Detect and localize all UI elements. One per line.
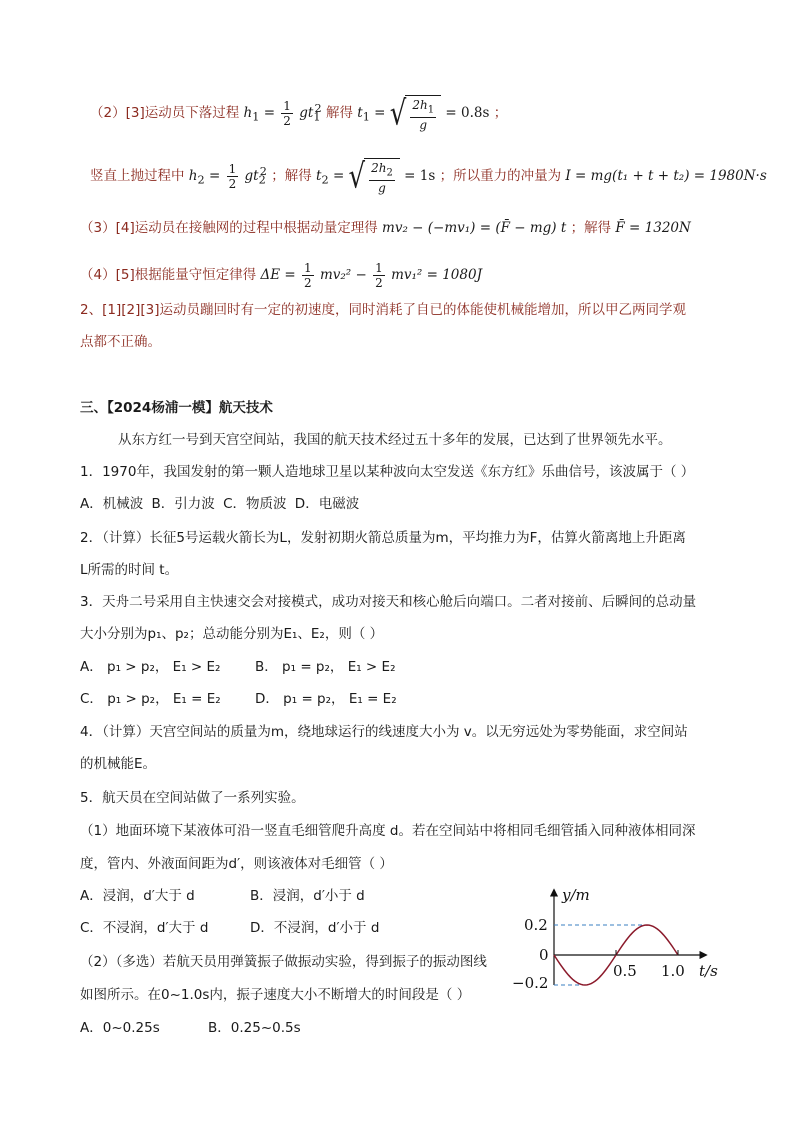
y-tick-top: 0.2 xyxy=(524,916,548,934)
question-3-line-2: 大小分别为p₁、p₂；总动能分别为E₁、E₂，则（ ） xyxy=(80,626,384,642)
solution-2-prefix: （2）[3]运动员下落过程 xyxy=(90,105,240,122)
y-axis-label: y/m xyxy=(562,886,590,904)
question-5-1-line-2: 度，管内、外液面间距为d′，则该液体对毛细管（ ） xyxy=(80,856,393,872)
sqrt-2h1-g: √ $\frac{2h_1}{g}$ xyxy=(390,95,441,132)
x-tick-mid: 0.5 xyxy=(613,962,637,980)
question-5-2-option-a: A．0~0.25s xyxy=(80,1020,160,1036)
solution-line-2: （2）[3]运动员下落过程 $h_1$ = $\frac{1}{2}$ $gt_1^2$ 解得 $t_1$ = √ $\frac{2h_1}{g}$ = 0.8s ； xyxy=(90,94,508,134)
question-4-line-2: 的机械能E。 xyxy=(80,756,157,772)
question-3-line-1: 3．天舟二号采用自主快速交会对接模式，成功对接天和核心舱后向端口。二者对接前、后瞬间的总动量 xyxy=(80,594,697,610)
solution-line-3: 竖直上抛过程中 $h_2$ = $\frac{1}{2}$ $gt_2^2$ ；解得 $t_2$ = √ $\frac{2h_2}{g}$ = 1s ；所以重力的冲量为 I = mg(t₁ + t + t₂) = 1980N·s xyxy=(90,157,767,197)
question-5-2-line-2: 如图所示。在0~1.0s内，振子速度大小不断增大的时间段是（ ） xyxy=(80,987,471,1003)
question-4-line-1: 4．（计算）天宫空间站的质量为m，绕地球运行的线速度大小为 v。以无穷远处为零势能面，求空间站 xyxy=(80,724,688,740)
question-3-option-a: A． p₁ > p₂， E₁ > E₂ xyxy=(80,659,221,675)
momentum-formula: mv₂ − (−mv₁) = (F̄ − mg) t xyxy=(382,220,567,236)
question-5-1-option-c: C．不浸润，d′大于 d xyxy=(80,920,209,936)
question-1: 1．1970年，我国发射的第一颗人造地球卫星以某种波向太空发送《东方红》乐曲信号，该波属于（ ） xyxy=(80,464,695,480)
solution-line-4: （3）[4]运动员在接触网的过程中根据动量定理得 mv₂ − (−mv₁) = (F̄ − mg) t ；解得 F̄ = 1320N xyxy=(80,220,691,236)
solution-2-formula: $h_1$ = $\frac{1}{2}$ $gt_1^2$ xyxy=(243,99,322,129)
x-tick-end: 1.0 xyxy=(661,962,685,980)
solution-line-6b: 点都不正确。 xyxy=(80,334,161,350)
question-3-option-c: C． p₁ > p₂， E₁ = E₂ xyxy=(80,691,221,707)
question-5-2-option-b: B．0.25~0.5s xyxy=(208,1020,301,1036)
question-5-1-option-b: B．浸润，d′小于 d xyxy=(250,888,365,904)
sqrt-2h2-g: √ $\frac{2h_2}{g}$ xyxy=(349,158,400,195)
question-2-line-1: 2．（计算）长征5号运载火箭长为L，发射初期火箭总质量为m，平均推力为F，估算火箭离地上升距离 xyxy=(80,530,686,546)
question-3-option-b: B． p₁ = p₂， E₁ > E₂ xyxy=(255,659,396,675)
solution-line-6a: 2、[1][2][3]运动员蹦回时有一定的初速度，同时消耗了自已的体能使机械能增加，所以甲乙两同学观 xyxy=(80,302,686,318)
force-result: F̄ = 1320N xyxy=(615,220,691,236)
y-tick-zero: 0 xyxy=(539,946,549,964)
question-5-1-option-a: A．浸润，d′大于 d xyxy=(80,888,195,904)
solution-line-5: （4）[5]根据能量守恒定律得 ΔE = $\frac{1}{2}$ mv₂² − $\frac{1}{2}$ mv₁² = 1080J xyxy=(80,261,482,290)
question-3-option-d: D． p₁ = p₂， E₁ = E₂ xyxy=(255,691,397,707)
question-2-line-2: L所需的时间 t。 xyxy=(80,562,179,578)
solution-2-t1: $t_1$ = √ $\frac{2h_1}{g}$ = 0.8s xyxy=(357,94,490,134)
solution-3-prefix: 竖直上抛过程中 xyxy=(90,168,185,185)
impulse-formula: I = mg(t₁ + t + t₂) = 1980N·s xyxy=(565,168,767,185)
energy-formula: ΔE = $\frac{1}{2}$ mv₂² − $\frac{1}{2}$ mv₁² = 1080J xyxy=(260,261,482,290)
vibration-graph xyxy=(506,880,738,990)
y-tick-bottom: −0.2 xyxy=(512,974,549,990)
section-heading: 三、【2024杨浦一模】航天技术 xyxy=(80,400,273,416)
fraction-half: $\frac{1}{2}$ xyxy=(283,99,291,129)
question-5: 5．航天员在空间站做了一系列实验。 xyxy=(80,790,305,806)
question-5-2-line-1: （2）（多选）若航天员用弹簧振子做振动实验，得到振子的振动图线 xyxy=(80,954,487,970)
question-5-1-line-1: （1）地面环境下某液体可沿一竖直毛细管爬升高度 d。若在空间站中将相同毛细管插入同种液体相同深 xyxy=(80,823,696,839)
section-intro: 从东方红一号到天宫空间站，我国的航天技术经过五十多年的发展，已达到了世界领先水平。 xyxy=(118,432,672,448)
question-5-1-option-d: D．不浸润，d′小于 d xyxy=(250,920,380,936)
question-1-options: A．机械波 B．引力波 C．物质波 D．电磁波 xyxy=(80,496,360,512)
x-axis-label: t/s xyxy=(699,962,718,980)
